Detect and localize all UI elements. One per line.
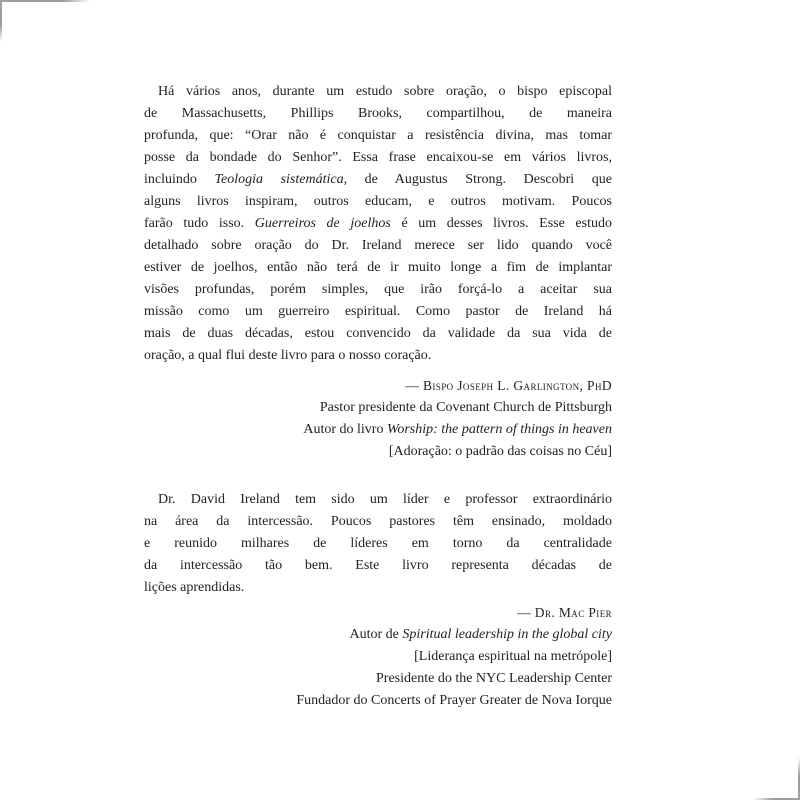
paragraph-line: [144, 577, 612, 599]
text-segment: Autor do livro: [303, 422, 387, 437]
text-segment: farão tudo isso.: [144, 216, 255, 231]
paragraph-line: [144, 323, 612, 345]
italic-text-segment: Spiritual leadership in the global city: [402, 627, 612, 642]
text-segment: de Massachusetts, Phillips Brooks, compartilhou, de maneira: [144, 106, 612, 121]
endorsement-1: [144, 81, 612, 463]
text-segment: alguns livros inspiram, outros educam, e outros motivam. Poucos: [144, 194, 612, 209]
text-segment: missão como um guerreiro espiritual. Como pastor de Ireland há: [144, 304, 612, 319]
text-segment: Pastor presidente da Covenant Church de Pittsburgh: [319, 400, 612, 415]
attribution-name: — Bispo Joseph L. Garlington, PhD: [405, 378, 612, 393]
text-segment: incluindo: [144, 172, 215, 187]
paragraph-line: [144, 257, 612, 279]
text-segment: Dr. David Ireland tem sido um líder e professor extraordinário: [158, 492, 612, 507]
paragraph-line: [144, 213, 612, 235]
endorsement-1-attribution: [144, 375, 612, 463]
paragraph-line: [144, 555, 612, 577]
paragraph-line: [144, 147, 612, 169]
text-segment: oração, a qual flui deste livro para o nosso coração.: [144, 348, 432, 363]
text-segment: Fundador do Concerts of Prayer Greater de Nova Iorque: [296, 693, 612, 708]
paragraph-line: [144, 301, 612, 323]
paragraph-line: [144, 511, 612, 533]
scan-artifact-left-line: [0, 0, 2, 42]
text-segment: da intercessão tão bem. Este livro representa décadas de: [144, 558, 612, 573]
paragraph-line: [144, 533, 612, 555]
paragraph-line: [144, 125, 612, 147]
text-segment: visões profundas, porém simples, que irão forçá-lo a aceitar sua: [144, 282, 612, 297]
attribution-line: [144, 397, 612, 419]
italic-text-segment: Guerreiros de joelhos: [254, 216, 391, 231]
attribution-line: [144, 690, 612, 712]
endorsements-column: [144, 81, 612, 712]
paragraph-line: [144, 81, 612, 103]
attribution-line: [144, 668, 612, 690]
endorsement-2-paragraph: [144, 489, 612, 599]
text-segment: [Adoração: o padrão das coisas no Céu]: [388, 444, 612, 459]
text-segment: na área da intercessão. Poucos pastores têm ensinado, moldado: [144, 514, 612, 529]
text-segment: é um desses livros. Esse estudo: [390, 216, 612, 231]
text-segment: mais de duas décadas, estou convencido da validade da sua vida de: [144, 326, 612, 341]
paragraph-line: [144, 169, 612, 191]
paragraph-line: [144, 235, 612, 257]
attribution-line: [144, 624, 612, 646]
text-segment: profunda, que: “Orar não é conquistar a resistência divina, mas tomar: [144, 128, 612, 143]
endorsement-2: [144, 489, 612, 712]
text-segment: Há vários anos, durante um estudo sobre oração, o bispo episcopal: [158, 84, 612, 99]
italic-text-segment: Teologia sistemática: [214, 172, 344, 187]
attribution-name: — Dr. Mac Pier: [517, 605, 612, 620]
attribution-line: [144, 646, 612, 668]
italic-text-segment: Worship: the pattern of things in heaven: [386, 422, 612, 437]
attribution-line: [144, 419, 612, 441]
text-segment: [Liderança espiritual na metrópole]: [414, 649, 612, 664]
text-segment: Autor de: [349, 627, 403, 642]
endorsement-1-paragraph: [144, 81, 612, 367]
text-segment: posse da bondade do Senhor”. Essa frase encaixou-se em vários livros,: [144, 150, 612, 165]
text-segment: estiver de joelhos, então não terá de ir muito longe a fim de implantar: [144, 260, 612, 275]
scan-artifact-top-line: [0, 0, 90, 2]
paragraph-line: [144, 345, 612, 367]
paragraph-line: [144, 279, 612, 301]
text-segment: e reunido milhares de líderes em torno da centralidade: [144, 536, 612, 551]
paragraph-line: [144, 191, 612, 213]
attribution-line: [144, 441, 612, 463]
text-segment: , de Augustus Strong. Descobri que: [343, 172, 612, 187]
paragraph-line: [144, 103, 612, 125]
text-segment: detalhado sobre oração do Dr. Ireland merece ser lido quando você: [144, 238, 612, 253]
text-segment: Presidente do the NYC Leadership Center: [376, 671, 612, 686]
paragraph-line: [144, 489, 612, 511]
endorsement-2-attribution: [144, 602, 612, 712]
text-segment: lições aprendidas.: [144, 580, 245, 595]
